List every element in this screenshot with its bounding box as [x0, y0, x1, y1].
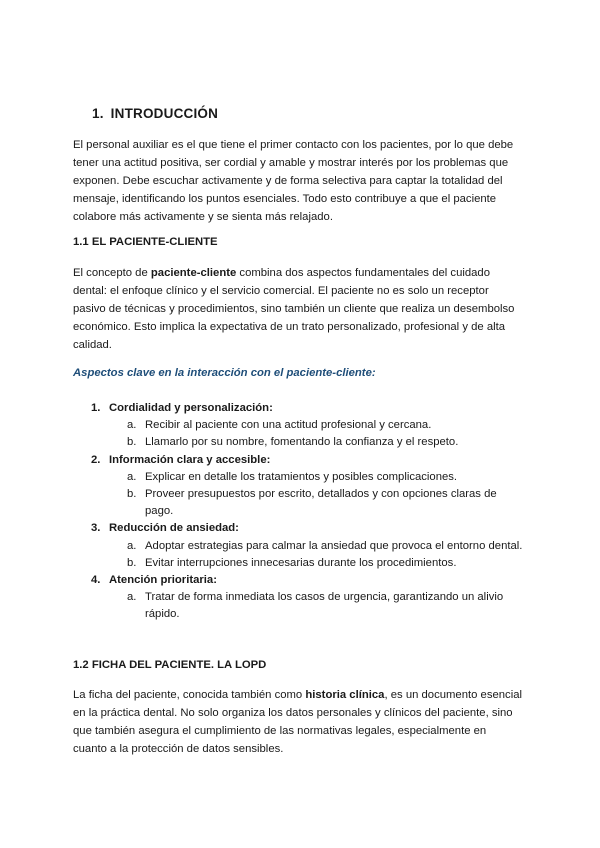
list-subitem-letter: a.: [127, 419, 137, 432]
list-subitem: [0, 589, 600, 623]
section-title: INTRODUCCIÓN: [110, 106, 219, 121]
list-subitem: [0, 486, 600, 520]
list-subitem-letter: a.: [127, 470, 137, 483]
section-1-2-heading: 1.2 FICHA DEL PACIENTE. LA LOPD: [73, 659, 267, 671]
list-subitem-text: Tratar de forma inmediata los casos de urgencia, garantizando un alivio rápido.: [145, 591, 504, 621]
intro-paragraph: El personal auxiliar es el que tiene el primer contacto con los pacientes, por lo que debe tener una actitud positiva, ser cordial y amable y mostrar interés por los problemas que exponen. Debe escuchar activamente y de forma selectiva para captar la totalidad del mensaje, identificando los puntos esenciales. Todo esto contribuye a que el paciente colabore más activamente y se sienta más relajado.: [73, 139, 514, 223]
list-subitem: [0, 469, 600, 486]
list-subitem-letter: b.: [127, 487, 137, 500]
list-subitem: [0, 434, 600, 451]
list-item: [0, 520, 600, 537]
list-subitem-text: Recibir al paciente con una actitud profesional y cercana.: [145, 419, 432, 432]
list-subitem: [0, 555, 600, 572]
paciente-cliente-paragraph: [73, 264, 523, 354]
page-title: [92, 106, 218, 121]
list-subitem-text: Llamarlo por su nombre, fomentando la confianza y el respeto.: [145, 436, 459, 449]
paragraph-bold-term: paciente-cliente: [150, 267, 237, 279]
list-subitem-text: Evitar interrupciones innecesarias durante los procedimientos.: [145, 556, 457, 569]
list-item-title: Información clara y accesible:: [109, 453, 271, 466]
list-subitem-text: Explicar en detalle los tratamientos y posibles complicaciones.: [145, 470, 458, 483]
list-subitem-letter: b.: [127, 436, 137, 449]
paragraph-text: El concepto de: [73, 267, 151, 279]
list-item: [0, 452, 600, 469]
key-aspects-subheading: Aspectos clave en la interacción con el paciente-cliente:: [73, 367, 376, 379]
list-subitem-letter: b.: [127, 556, 137, 569]
list-subitem-letter: a.: [127, 539, 137, 552]
list-subitem-text: Proveer presupuestos por escrito, detallados y con opciones claras de pago.: [145, 487, 497, 518]
list-item-title: Atención prioritaria:: [109, 573, 217, 586]
paragraph-bold-term: historia clínica: [305, 689, 385, 701]
list-item-number: 4.: [91, 573, 101, 586]
list-item-number: 2.: [91, 453, 101, 466]
paragraph-text: combina dos aspectos fundamentales del cuidado dental: el enfoque clínico y el servicio comercial. El paciente no es solo un receptor pasivo de técnicas y procedimientos, sino también un cliente que realiza un desembolso económico. Esto implica la expectativa de un trato personalizado, profesional y de alta calidad.: [73, 267, 515, 351]
list-item-number: 1.: [91, 402, 101, 414]
paragraph-text: La ficha del paciente, conocida también como: [73, 689, 306, 701]
list-item: [0, 572, 600, 589]
list-item-title: Cordialidad y personalización:: [109, 402, 273, 414]
list-item-number: 3.: [91, 522, 101, 535]
list-item: [0, 400, 600, 417]
paragraph-text: , es un documento esencial en la práctica dental. No solo organiza los datos personales y clínicos del paciente, sino que también asegura el cumplimiento de las normativas legales, especialmente en cuanto a la protección de datos sensibles.: [73, 689, 523, 755]
list-subitem-letter: a.: [127, 591, 137, 604]
ficha-paragraph: [73, 686, 523, 758]
list-item-title: Reducción de ansiedad:: [109, 522, 239, 535]
list-subitem: [0, 538, 600, 555]
section-1-1-heading: 1.1 EL PACIENTE-CLIENTE: [73, 236, 218, 248]
key-aspects-list: [0, 400, 600, 624]
section-number: 1.: [92, 106, 104, 121]
list-subitem: [0, 417, 600, 434]
list-subitem-text: Adoptar estrategias para calmar la ansiedad que provoca el entorno dental.: [145, 539, 523, 552]
